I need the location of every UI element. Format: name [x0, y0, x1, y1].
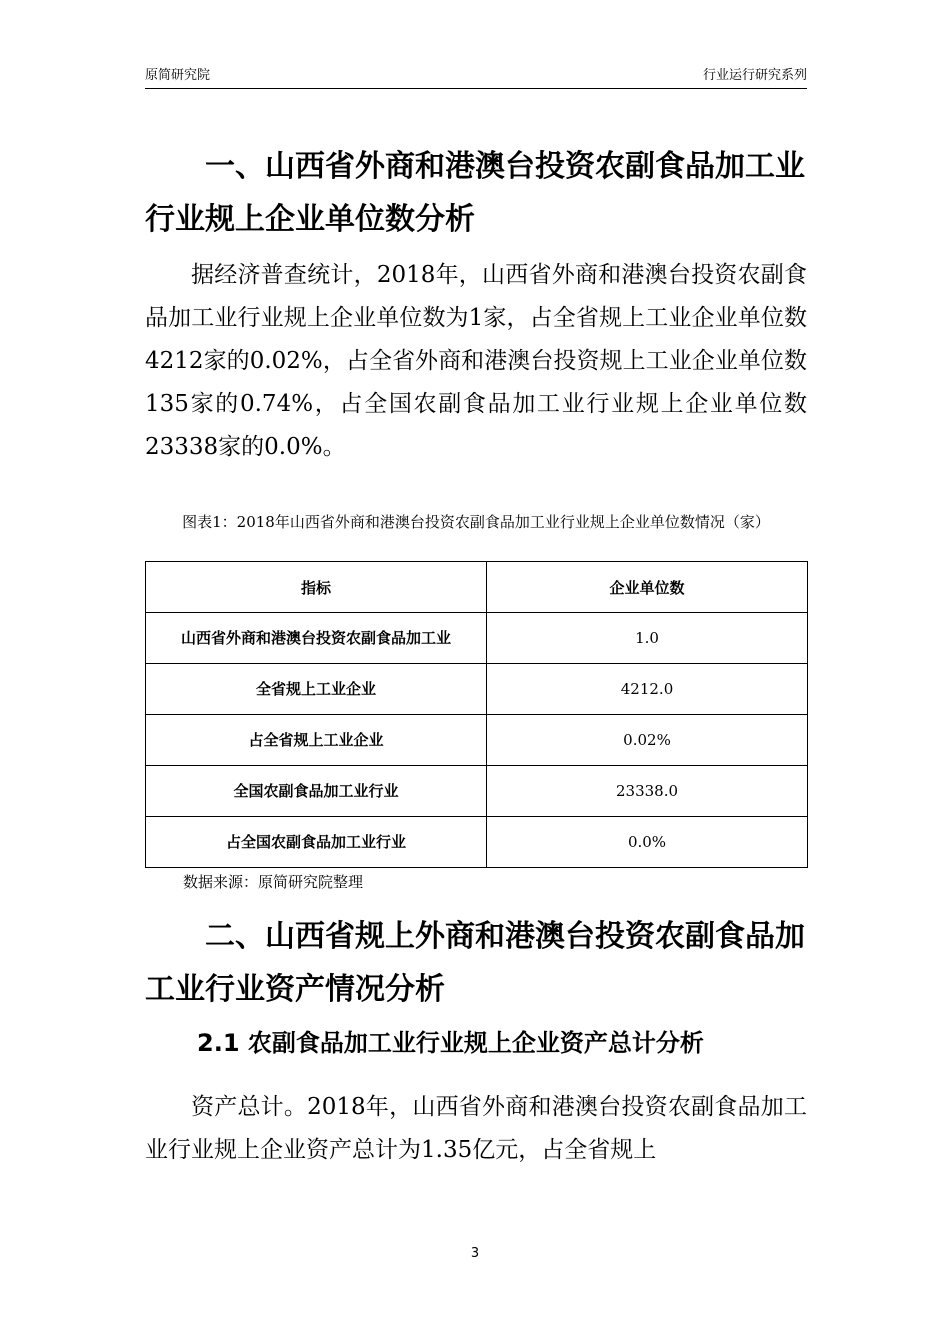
row-value: 0.0%	[487, 817, 808, 868]
row-value: 23338.0	[487, 766, 808, 817]
section-2-1	[145, 1023, 807, 1063]
table-row	[146, 817, 808, 868]
table-source-note: 数据来源：原简研究院整理	[183, 873, 364, 891]
table-row	[146, 664, 808, 715]
page-number: 3	[470, 1246, 480, 1261]
table-caption: 图表1：2018年山西省外商和港澳台投资农副食品加工业行业规上企业单位数情况（家）	[182, 513, 770, 531]
header-organization: 原简研究院	[145, 68, 211, 83]
row-label: 占全国农副食品加工业行业	[146, 817, 487, 868]
section-2-1-heading: 2.1 农副食品加工业行业规上企业资产总计分析	[197, 1029, 704, 1057]
section-1-body	[145, 254, 807, 469]
section-1-paragraph: 据经济普查统计，2018年，山西省外商和港澳台投资农副食品加工业行业规上企业单位数为1家，占全省规上工业企业单位数4212家的0.02%，占全省外商和港澳台投资规上工业企业单位数135家的0.74%，占全国农副食品加工业行业规上企业单位数23338家的0.0%。	[145, 262, 807, 460]
column-header-indicator: 指标	[146, 562, 487, 613]
section-2-paragraph: 资产总计。2018年，山西省外商和港澳台投资农副食品加工业行业规上企业资产总计为1.35亿元，占全省规上	[145, 1094, 807, 1163]
table-header-row	[146, 562, 808, 613]
header-series: 行业运行研究系列	[702, 68, 807, 83]
data-table	[145, 561, 808, 868]
row-label: 全国农副食品加工业行业	[146, 766, 487, 817]
section-2	[145, 910, 807, 1016]
row-label: 全省规上工业企业	[146, 664, 487, 715]
page-header	[145, 64, 807, 89]
row-label: 山西省外商和港澳台投资农副食品加工业	[146, 613, 487, 664]
section-2-heading: 二、山西省规上外商和港澳台投资农副食品加工业行业资产情况分析	[145, 919, 805, 1007]
row-value: 0.02%	[487, 715, 808, 766]
row-value: 1.0	[487, 613, 808, 664]
section-1	[145, 140, 807, 246]
section-2-body	[145, 1086, 807, 1172]
row-value: 4212.0	[487, 664, 808, 715]
table-row	[146, 613, 808, 664]
column-header-count: 企业单位数	[487, 562, 808, 613]
table-row	[146, 715, 808, 766]
table-row	[146, 766, 808, 817]
row-label: 占全省规上工业企业	[146, 715, 487, 766]
section-1-heading: 一、山西省外商和港澳台投资农副食品加工业行业规上企业单位数分析	[145, 149, 805, 237]
